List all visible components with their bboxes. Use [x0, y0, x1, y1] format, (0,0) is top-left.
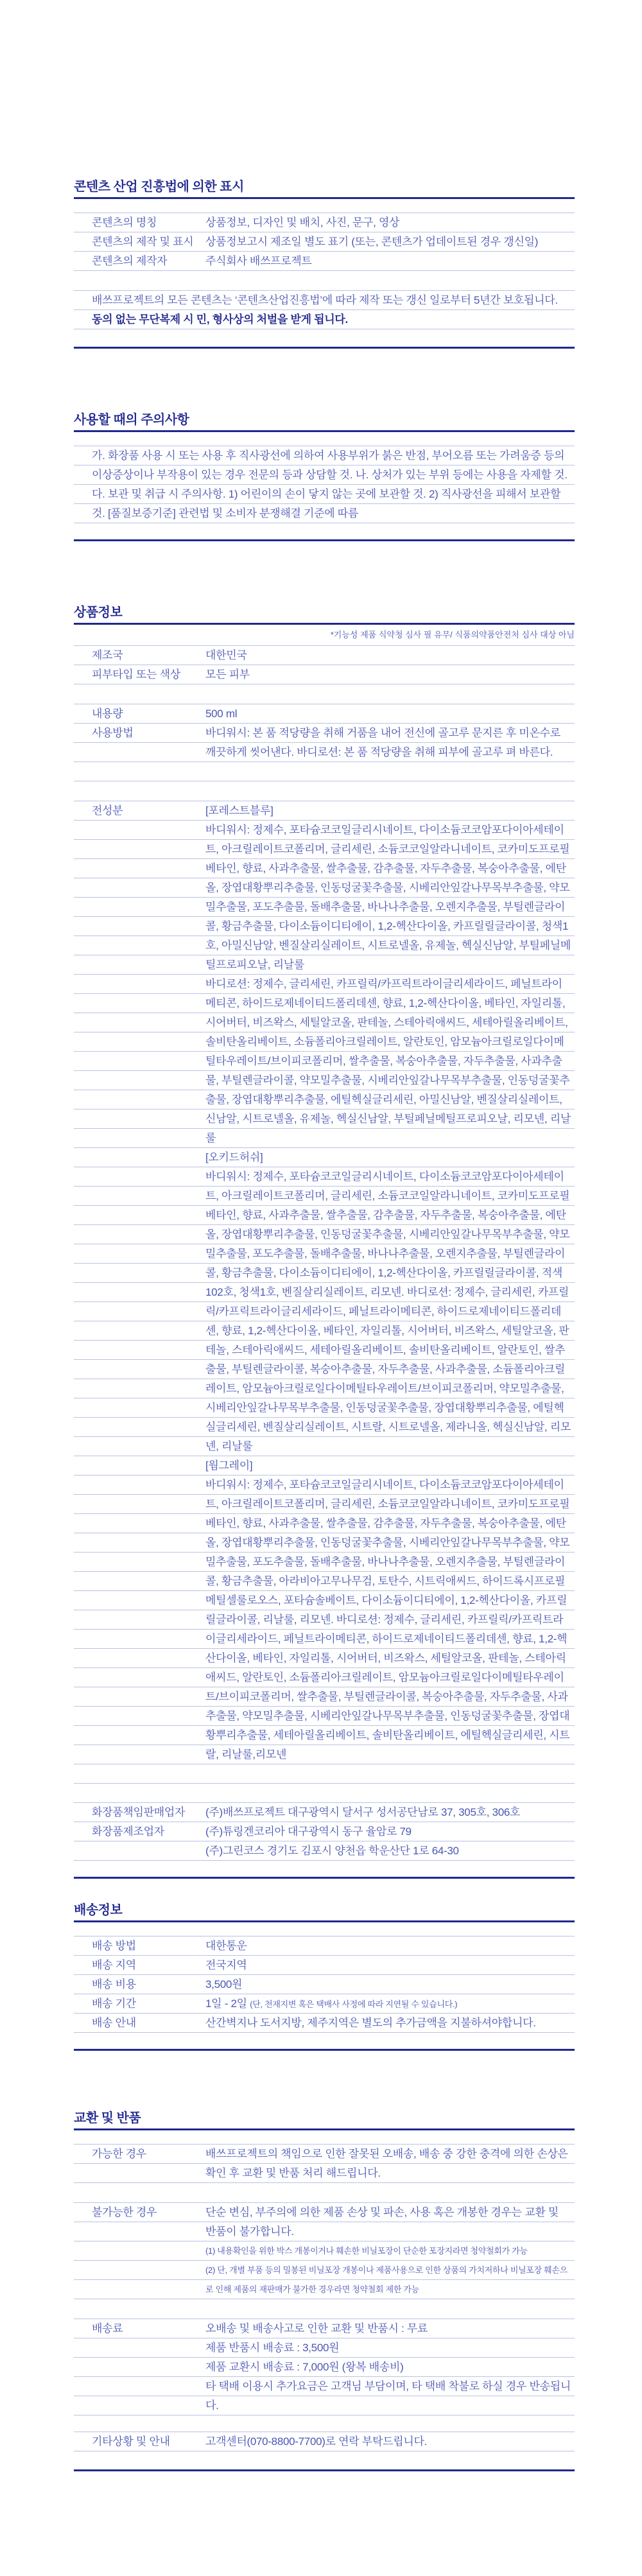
row-label: 전성분 — [92, 805, 123, 817]
row-label: 콘텐츠의 제작자 — [92, 255, 168, 267]
functional-review-note: *기능성 제품 식약청 심사 필 유무/ 식품의약품안전처 심사 대상 아님 — [330, 630, 575, 640]
table-row — [74, 1803, 575, 1822]
row-value: 바디워시: 본 품 적당량을 취해 거품을 내어 전신에 골고루 문지른 후 미온수로 깨끗하게 씻어낸다. 바디로션: 본 품 적당량을 취해 피부에 골고루 펴 바른다. — [205, 727, 560, 758]
section-content-act — [74, 180, 575, 349]
returns-fee-table — [74, 2319, 575, 2415]
section-product-info — [74, 605, 575, 1879]
section-title-product-info: 상품정보 — [74, 605, 575, 625]
fee-line: 타 택배 이용시 추가요금은 고객님 부담이며, 타 택배 착불로 하실 경우 반송됩니다. — [205, 2380, 571, 2412]
table-row — [74, 1936, 575, 1956]
ingredients-paragraph: 바디로션: 정제수, 글리세린, 카프릴릭/카프릭트라이글리세라이드, 페닐트라이메티콘, 하이드로제네이티드폴리데센, 향료, 1,2-헥산다이올, 베타인, 자일리톨, 시어버터, 비즈왁스, 세틸알코올, 판테놀, 스테아릭애씨드, 세테아릴올리베이트, 솔비탄올리베이트, 소듐폴리아크릴레이트, 알란토인, 암모늄아크릴로일다이메틸타우레이트/브이피코폴리머, 쌀추출물, 복숭아추출물, 자두추출물, 사과추출물, 부틸렌글라이콜, 약모밀추출물, 시베리안잎갈나무목부추출물, 인동덩굴꽃추출물, 장엽대황뿌리추출물, 에틸헥실글리세린, 아밀신남알, 벤질살리실레이트, 신남알, 시트로넬올, 유제놀, 헥실신남알, 부틸페닐메틸프로피오날, 리모넨, 리날룰 — [205, 978, 571, 1144]
section-divider — [74, 347, 575, 349]
table-row — [74, 2203, 575, 2299]
shipping-period-note: (단, 천재지변 혹은 택배사 사정에 따라 지연될 수 있습니다.) — [250, 1999, 458, 2009]
ingredients-variant-name: [웜그레이] — [205, 1459, 253, 1472]
table-row — [74, 1975, 575, 1994]
table-row — [74, 232, 575, 252]
table-row — [74, 704, 575, 724]
section-shipping — [74, 1903, 575, 2051]
table-row — [74, 2014, 575, 2033]
table-row — [74, 1956, 575, 1975]
copyright-note — [74, 291, 575, 329]
content-act-table — [74, 213, 575, 271]
product-table-ingredients — [74, 801, 575, 1861]
section-title-precautions: 사용할 때의 주의사항 — [74, 413, 575, 432]
section-precautions — [74, 413, 575, 541]
row-label: 배송 기간 — [92, 1997, 136, 2010]
row-value: 대한통운 — [205, 1940, 247, 1952]
row-label: 사용방법 — [92, 727, 134, 739]
ingredients-paragraph: 바디워시: 정제수, 포타슘코코일글리시네이트, 다이소듐코코암포다이아세테이트, 아크릴레이트코폴리머, 글리세린, 소듐코코일알라니네이트, 코카미도프로필베타인, 향료, 사과추출물, 쌀추출물, 감추출물, 자두추출물, 복숭아추출물, 에탄올, 장엽대황뿌리추출물, 인동덩굴꽃추출물, 시베리안잎갈나무목부추출물, 약모밀추출물, 포도추출물, 돌배추출물, 바나나추출물, 오렌지추출물, 부틸렌글라이콜, 황금추출물, 다이소듐이디티에이, 1,2-헥산다이올, 카프릴릴글라이콜, 청색1호, 아밀신남알, 벤질살리실레이트, 시트로넬올, 유제놀, 헥실신남알, 부틸페닐메틸프로피오날, 리날룰 — [205, 824, 571, 971]
table-row — [74, 1994, 575, 2014]
row-label: 내용량 — [92, 708, 123, 720]
row-value: 주식회사 배쓰프로젝트 — [205, 255, 312, 267]
copyright-note-text: 배쓰프로젝트의 모든 콘텐츠는 ‘콘텐츠산업진흥법’에 따라 제작 또는 갱신 일로부터 5년간 보호됩니다. — [92, 294, 558, 306]
table-row — [74, 646, 575, 665]
ingredients-value — [205, 801, 575, 1803]
copyright-note-bold: 동의 없는 무단복제 시 민, 형사상의 처벌을 받게 됩니다. — [92, 313, 348, 326]
row-label: 화장품제조업자 — [92, 1825, 164, 1838]
impossible-text: 단순 변심, 부주의에 의한 제품 손상 및 파손, 사용 혹은 개봉한 경우는 교환 및 반품이 불가합니다. — [205, 2206, 559, 2238]
section-divider — [74, 1877, 575, 1879]
shipping-table — [74, 1936, 575, 2033]
precautions-text: 가. 화장품 사용 시 또는 사용 후 직사광선에 의하여 사용부위가 붉은 반점, 부어오름 또는 가려움증 등의 이상증상이나 부작용이 있는 경우 전문의 등과 상담할 것. 나. 상처가 있는 부위 등에는 사용을 자제할 것. 다. 보관 및 취급 시 주의사항. 1) 어린이의 손이 닿지 않는 곳에 보관할 것. 2) 직사광선을 피해서 보관할 것. [품질보증기준] 관련법 및 소비자 분쟁해결 기준에 따름 — [92, 449, 568, 519]
impossible-value — [205, 2203, 575, 2299]
product-table-origin — [74, 645, 575, 684]
table-row — [74, 1822, 575, 1861]
fee-line: 제품 반품시 배송료 : 3,500원 — [205, 2342, 340, 2354]
table-row — [74, 665, 575, 684]
section-divider — [74, 539, 575, 541]
row-label: 배송 방법 — [92, 1940, 136, 1952]
returns-etc-table — [74, 2432, 575, 2451]
row-label: 콘텐츠의 명칭 — [92, 216, 157, 229]
table-row — [74, 252, 575, 271]
section-title-returns: 교환 및 반품 — [74, 2111, 575, 2130]
fee-value — [205, 2319, 575, 2415]
section-divider — [74, 2049, 575, 2051]
row-label: 가능한 경우 — [92, 2148, 147, 2160]
ingredients-variant-name: [오키드허쉬] — [205, 1151, 263, 1163]
row-label: 배송 안내 — [92, 2017, 136, 2029]
row-label: 배송료 — [92, 2322, 123, 2335]
row-value: 배쓰프로젝트의 책임으로 인한 잘못된 오배송, 배송 중 강한 충격에 의한 손상은 확인 후 교환 및 반품 처리 해드립니다. — [205, 2148, 568, 2179]
row-value: 모든 피부 — [205, 668, 250, 681]
row-label: 배송 비용 — [92, 1978, 136, 1990]
row-label: 제조국 — [92, 649, 123, 661]
table-row — [74, 2432, 575, 2451]
impossible-note: (2) 단, 개별 부품 등의 밀봉된 비닐포장 개봉이나 제품사용으로 인한 상품의 가치저하나 비닐포장 훼손으로 인해 제품의 재판매가 불가한 경우라면 청약철회 제한 가능 — [205, 2265, 568, 2294]
impossible-note: (1) 내용확인을 위한 박스 개봉이거나 훼손한 비닐포장이 단순한 포장지라면 청약철회가 가능 — [205, 2246, 528, 2256]
product-table-usage — [74, 704, 575, 781]
shipping-period-value — [205, 1994, 575, 2014]
row-value: (주)배쓰프로젝트 대구광역시 달서구 성서공단남로 37, 305호, 306호 — [205, 1806, 521, 1818]
table-row — [74, 724, 575, 781]
row-label: 기타상황 및 안내 — [92, 2435, 170, 2448]
manufacturer-line: (주)튜링겐코리아 대구광역시 동구 율암로 79 — [205, 1825, 412, 1838]
row-value: 상품정보고시 제조일 별도 표기 (또는, 콘텐츠가 업데이트된 경우 갱신일) — [205, 236, 539, 248]
row-label: 콘텐츠의 제작 및 표시 — [92, 236, 194, 248]
row-value: 대한민국 — [205, 649, 247, 661]
section-returns — [74, 2111, 575, 2471]
row-value: 산간벽지나 도서지방, 제주지역은 별도의 추가금액을 지불하셔야합니다. — [205, 2017, 536, 2029]
table-row — [74, 2319, 575, 2415]
content-act-note-table — [74, 290, 575, 329]
row-label: 불가능한 경우 — [92, 2206, 157, 2218]
section-title-content-act: 콘텐츠 산업 진흥법에 의한 표시 — [74, 180, 575, 199]
table-row — [74, 2145, 575, 2183]
row-value: 고객센터(070-8800-7700)로 연락 부탁드립니다. — [205, 2435, 428, 2448]
manufacturer-line: (주)그린코스 경기도 김포시 양천읍 학운산단 1로 64-30 — [205, 1845, 459, 1857]
section-title-shipping: 배송정보 — [74, 1903, 575, 1922]
returns-possible-table — [74, 2144, 575, 2183]
ingredients-paragraph: 바디워시: 정제수, 포타슘코코일글리시네이트, 다이소듐코코암포다이아세테이트, 아크릴레이트코폴리머, 글리세린, 소듐코코일알라니네이트, 코카미도프로필베타인, 향료, 사과추출물, 쌀추출물, 감추출물, 자두추출물, 복숭아추출물, 에탄올, 장엽대황뿌리추출물, 인동덩굴꽃추출물, 시베리안잎갈나무목부추출물, 약모밀추출물, 포도추출물, 돌배추출물, 바나나추출물, 오렌지추출물, 부틸렌글라이콜, 황금추출물, 다이소듐이디티에이, 1,2-헥산다이올, 카프릴릴글라이콜, 적색102호, 청색1호, 벤질살리실레이트, 리모넨. 바디로션: 정제수, 글리세린, 카프릴릭/카프릭트라이글리세라이드, 페닐트라이메티콘, 하이드로제네이티드폴리데센, 향료, 1,2-헥산다이올, 베타인, 자일리톨, 시어버터, 비즈왁스, 세틸알코올, 판테놀, 스테아릭애씨드, 세테아릴올리베이트, 솔비탄올리베이트, 알란토인, 쌀추출물, 부틸렌글라이콜, 복숭아추출물, 자두추출물, 사과추출물, 소듐폴리아크릴레이트, 암모늄아크릴로일다이메틸타우레이트/브이피코폴리머, 약모밀추출물, 시베리안잎갈나무목부추출물, 인동덩굴꽃추출물, 장엽대황뿌리추출물, 에틸헥실글리세린, 벤질살리실레이트, 시트랄, 시트로넬올, 제라니올, 헥실신남알, 리모넨, 리날룰 — [205, 1171, 571, 1452]
row-label: 화장품책임판매업자 — [92, 1806, 186, 1818]
precautions-table — [74, 446, 575, 523]
section-divider — [74, 2469, 575, 2471]
row-label: 피부타입 또는 색상 — [92, 668, 180, 681]
fee-line: 오배송 및 배송사고로 인한 교환 및 반품시 : 무료 — [205, 2322, 428, 2335]
returns-impossible-table — [74, 2202, 575, 2299]
row-value: 3,500원 — [205, 1978, 243, 1990]
table-row — [74, 801, 575, 1803]
row-value: 500 ml — [205, 708, 238, 720]
manufacturer-value — [205, 1822, 575, 1861]
row-value: 상품정보, 디자인 및 배치, 사진, 문구, 영상 — [205, 216, 400, 229]
table-row — [74, 213, 575, 232]
ingredients-variant-name: [포레스트블루] — [205, 805, 273, 817]
ingredients-paragraph: 바디워시: 정제수, 포타슘코코일글리시네이트, 다이소듐코코암포다이아세테이트, 아크릴레이트코폴리머, 글리세린, 소듐코코일알라니네이트, 코카미도프로필베타인, 향료, 사과추출물, 쌀추출물, 감추출물, 자두추출물, 복숭아추출물, 에탄올, 장엽대황뿌리추출물, 인동덩굴꽃추출물, 시베리안잎갈나무목부추출물, 약모밀추출물, 포도추출물, 돌배추출물, 바나나추출물, 오렌지추출물, 부틸렌글라이콜, 황금추출물, 아라비아고무나무검, 토탄수, 시트릭애씨드, 하이드록시프로필메틸셀룰로오스, 포타슘솔베이트, 다이소듐이디티에이, 1,2-헥산다이올, 카프릴릴글라이콜, 리날룰, 리모넨. 바디로션: 정제수, 글리세린, 카프릴릭/카프릭트라이글리세라이드, 페닐트라이메티콘, 하이드로제네이티드폴리데센, 향료, 1,2-헥산다이올, 베타인, 자일리톨, 시어버터, 비즈왁스, 세틸알코올, 판테놀, 스테아릭애씨드, 알란토인, 소듐폴리아크릴레이트, 암모늄아크릴로일다이메틸타우레이트/브이피코폴리머, 쌀추출물, 부틸렌글라이콜, 복숭아추출물, 자두추출물, 사과추출물, 약모밀추출물, 시베리안잎갈나무목부추출물, 인동덩굴꽃추출물, 장엽대황뿌리추출물, 세테아릴올리베이트, 솔비탄올리베이트, 에틸헥실글리세린, 시트랄, 리날룰,리모넨 — [205, 1479, 570, 1761]
fee-line: 제품 교환시 배송료 : 7,000원 (왕복 배송비) — [205, 2361, 404, 2373]
row-label: 배송 지역 — [92, 1959, 136, 1971]
row-value: 전국지역 — [205, 1959, 247, 1971]
shipping-period: 1일 - 2일 — [205, 1997, 250, 2010]
content-column — [74, 0, 575, 2471]
